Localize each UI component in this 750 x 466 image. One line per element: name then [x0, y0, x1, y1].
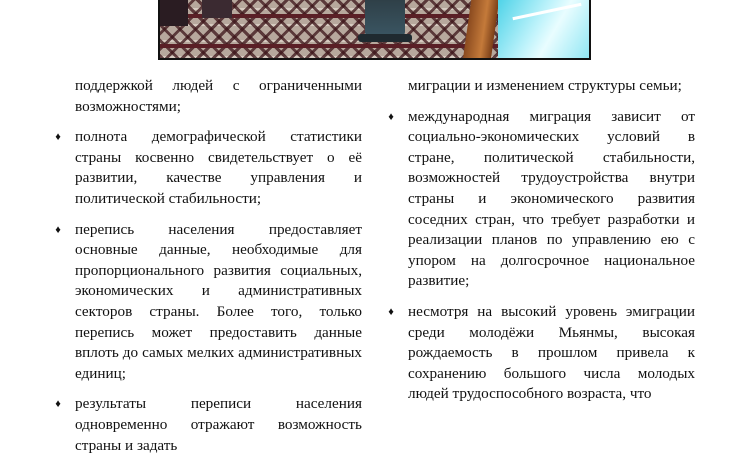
stool [365, 0, 405, 36]
list-item [408, 76, 695, 97]
list-item-text: полнота демографической статистики страны косвенно свидетельствует о её развитии, качестве управления и политической стабильности; [75, 128, 362, 207]
list-item-text: перепись населения предоставляет основные данные, необходимые для пропорционального развития социальных, экономических и административных секторов страны. Более того, только перепись может предоставить данные вплоть до самых мелких административных единиц; [75, 220, 362, 382]
stool-base [358, 34, 412, 42]
right-column [388, 76, 695, 415]
list-item [55, 127, 362, 209]
list-item [388, 107, 695, 292]
list-item-text: поддержкой людей с ограниченными возможностями; [75, 77, 362, 115]
glowing-screen [498, 0, 591, 60]
diamond-bullet-icon: ♦ [55, 398, 61, 411]
list-item [55, 220, 362, 385]
list-item [55, 394, 362, 456]
dark-object [160, 0, 188, 26]
list-item-text: миграции и изменением структуры семьи; [408, 77, 682, 94]
left-column [55, 76, 362, 466]
list-item-text: несмотря на высокий уровень эмиграции среди молодёжи Мьянмы, высокая рождаемость в прошлом привела к сохранению большого числа молодых людей трудоспособного возраста, что [408, 302, 695, 403]
list-item-text: международная миграция зависит от социально-экономических условий в стране, политической стабильности, возможностей трудоустройства внутри страны и экономического развития соседних стран, что требует разработки и реализации планов по управлению ею с упором на долгосрочное национальное развитие; [408, 107, 695, 290]
diamond-bullet-icon: ♦ [388, 110, 394, 123]
diamond-bullet-icon: ♦ [388, 305, 394, 318]
diamond-bullet-icon: ♦ [55, 223, 61, 236]
dark-object [202, 0, 232, 18]
list-item [75, 76, 362, 117]
diamond-bullet-icon: ♦ [55, 131, 61, 144]
list-item-text: результаты переписи населения одновременно отражают возможность страны и задать [75, 395, 362, 454]
list-item [388, 302, 695, 405]
illustration-photo [158, 0, 591, 60]
